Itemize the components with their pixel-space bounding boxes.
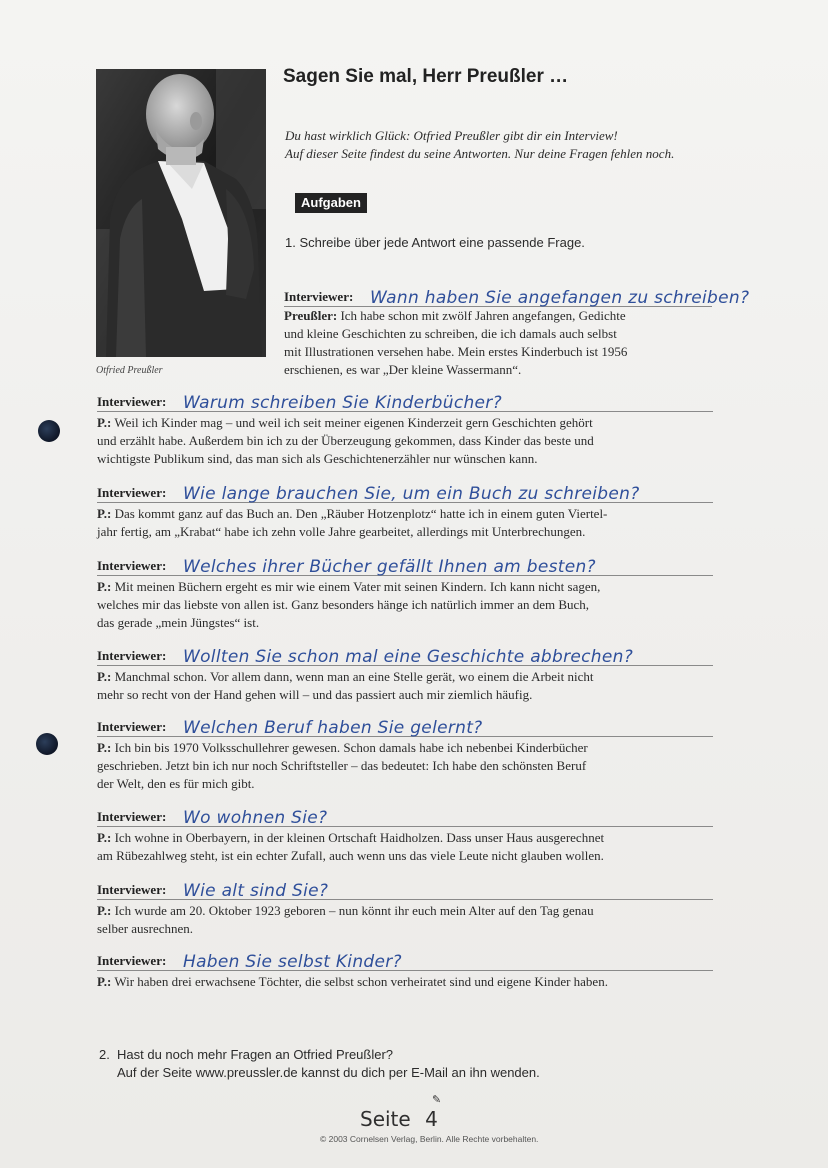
handwritten-question: Wann haben Sie angefangen zu schreiben? (370, 288, 750, 308)
answer-text (97, 902, 713, 938)
speaker-label: P.: (97, 506, 112, 521)
question-line[interactable] (284, 284, 750, 308)
answer-line: Ich bin bis 1970 Volksschullehrer gewesen. Schon damals habe ich nebenbei Kinderbücher (114, 740, 588, 755)
answer-line: mit Illustrationen versehen habe. Mein erstes Kinderbuch ist 1956 (284, 344, 628, 359)
interviewer-label: Interviewer: (97, 558, 167, 573)
interviewer-label: Interviewer: (97, 953, 167, 968)
answer-line: Ich habe schon mit zwölf Jahren angefangen, Gedichte (340, 308, 626, 323)
page-number (360, 1107, 438, 1131)
answer-line: Mit meinen Büchern ergeht es mir wie einem Vater mit seinen Kindern. Ich kann nicht sagen, (114, 579, 601, 594)
answer-line: das gerade „mein Jüngstes“ ist. (97, 615, 260, 630)
answer-text (97, 973, 713, 991)
interviewer-label: Interviewer: (97, 809, 167, 824)
speaker-label: P.: (97, 830, 112, 845)
speaker-label: P.: (97, 740, 112, 755)
speaker-label: P.: (97, 669, 112, 684)
question-line[interactable] (97, 643, 713, 666)
handwritten-question: Welches ihrer Bücher gefällt Ihnen am besten? (183, 557, 596, 577)
qa-block (97, 804, 713, 865)
answer-line: selber ausrechnen. (97, 921, 194, 936)
qa-block (97, 389, 713, 468)
question-line[interactable] (97, 480, 713, 503)
punch-hole (38, 420, 60, 442)
answer-line: und kleine Geschichten zu schreiben, die ich damals auch selbst (284, 326, 617, 341)
intro-text (285, 127, 745, 163)
answer-line: erschienen, es war „Der kleine Wassermann“. (284, 362, 522, 377)
question-line[interactable] (97, 389, 713, 412)
handwritten-question: Wie lange brauchen Sie, um ein Buch zu schreiben? (183, 484, 640, 504)
answer-line: am Rübezahlweg steht, ist ein echter Zufall, auch wenn uns das viele Leute nicht glauben wollen. (97, 848, 604, 863)
author-photo (96, 69, 266, 357)
handwritten-question: Welchen Beruf haben Sie gelernt? (183, 718, 483, 738)
answer-line: geschrieben. Jetzt bin ich nur noch Schriftsteller – das bedeutet: Ich habe den schönsten Beruf (97, 758, 587, 773)
answer-text (97, 505, 713, 541)
task-1-instruction: 1. Schreibe über jede Antwort eine passende Frage. (285, 235, 585, 250)
tasks-badge: Aufgaben (295, 193, 367, 213)
task-2-line: Auf der Seite www.preussler.de kannst du dich per E-Mail an ihn wenden. (117, 1065, 540, 1080)
question-line[interactable] (97, 877, 713, 900)
answer-line: mehr so recht von der Hand gehen will – und das passiert auch mir ziemlich häufig. (97, 687, 533, 702)
question-line[interactable] (97, 804, 713, 827)
answer-line: Weil ich Kinder mag – und weil ich seit meiner eigenen Kinderzeit gern Geschichten gehört (114, 415, 593, 430)
intro-line: Du hast wirklich Glück: Otfried Preußler gibt dir ein Interview! (285, 128, 618, 143)
task-number: 2. (99, 1047, 110, 1062)
interviewer-label: Interviewer: (97, 648, 167, 663)
answer-text (284, 307, 712, 379)
speaker-label: P.: (97, 974, 112, 989)
interviewer-label: Interviewer: (97, 485, 167, 500)
task-2-instruction (99, 1046, 540, 1082)
handwritten-question: Wollten Sie schon mal eine Geschichte abbrechen? (183, 647, 634, 667)
handwritten-question: Warum schreiben Sie Kinderbücher? (183, 393, 502, 413)
answer-line: Manchmal schon. Vor allem dann, wenn man an eine Stelle gerät, wo einem die Arbeit nicht (114, 669, 594, 684)
answer-line: wichtigste Publikum sind, das man sich als Geschichtenerzähler nur wünschen kann. (97, 451, 538, 466)
copyright-notice: © 2003 Cornelsen Verlag, Berlin. Alle Rechte vorbehalten. (320, 1134, 539, 1144)
intro-line: Auf dieser Seite findest du seine Antworten. Nur deine Fragen fehlen noch. (285, 146, 675, 161)
qa-block (284, 284, 750, 379)
answer-text (97, 829, 713, 865)
pen-mark: ✎ (432, 1093, 442, 1106)
question-line[interactable] (97, 553, 713, 576)
qa-block (97, 643, 713, 704)
answer-text (97, 414, 713, 468)
qa-block (97, 714, 713, 793)
qa-block (97, 877, 713, 938)
answer-line: und erzählt habe. Außerdem bin ich zu der Überzeugung gekommen, dass Kinder das beste und (97, 433, 594, 448)
qa-block (97, 480, 713, 541)
task-2-line: Hast du noch mehr Fragen an Otfried Preußler? (117, 1047, 394, 1062)
answer-text (97, 739, 713, 793)
answer-line: jahr fertig, am „Krabat“ habe ich zehn volle Jahre gearbeitet, allerdings mit Unterbrechungen. (97, 524, 586, 539)
page-label: Seite (360, 1107, 411, 1131)
punch-hole (36, 733, 58, 755)
interviewer-label: Interviewer: (97, 882, 167, 897)
answer-line: Ich wohne in Oberbayern, in der kleinen Ortschaft Haidholzen. Dass unser Haus ausgerechnet (114, 830, 605, 845)
speaker-label: P.: (97, 415, 112, 430)
answer-line: Ich wurde am 20. Oktober 1923 geboren – nun könnt ihr euch mein Alter auf den Tag genau (114, 903, 594, 918)
answer-line: der Welt, den es für mich gibt. (97, 776, 255, 791)
page-title: Sagen Sie mal, Herr Preußler … (283, 66, 569, 87)
speaker-label: P.: (97, 579, 112, 594)
qa-block (97, 948, 713, 991)
answer-line: welches mir das liebste von allen ist. Ganz besonders hänge ich natürlich immer an dem Buch, (97, 597, 590, 612)
answer-text (97, 668, 713, 704)
answer-line: Das kommt ganz auf das Buch an. Den „Räuber Hotzenplotz“ hatte ich in einem guten Viertel- (114, 506, 608, 521)
page-number-value: 4 (425, 1107, 438, 1131)
question-line[interactable] (97, 714, 713, 737)
handwritten-question: Haben Sie selbst Kinder? (183, 952, 402, 972)
handwritten-question: Wo wohnen Sie? (183, 808, 328, 828)
speaker-label: P.: (97, 903, 112, 918)
answer-line: Wir haben drei erwachsene Töchter, die selbst schon verheiratet sind und eigene Kinder haben. (114, 974, 608, 989)
interviewer-label: Interviewer: (97, 719, 167, 734)
qa-block (97, 553, 713, 632)
interviewer-label: Interviewer: (97, 394, 167, 409)
question-line[interactable] (97, 948, 713, 971)
photo-caption: Otfried Preußler (96, 365, 163, 376)
speaker-label: Preußler: (284, 308, 338, 323)
answer-text (97, 578, 713, 632)
interviewer-label: Interviewer: (284, 289, 354, 304)
handwritten-question: Wie alt sind Sie? (183, 881, 329, 901)
